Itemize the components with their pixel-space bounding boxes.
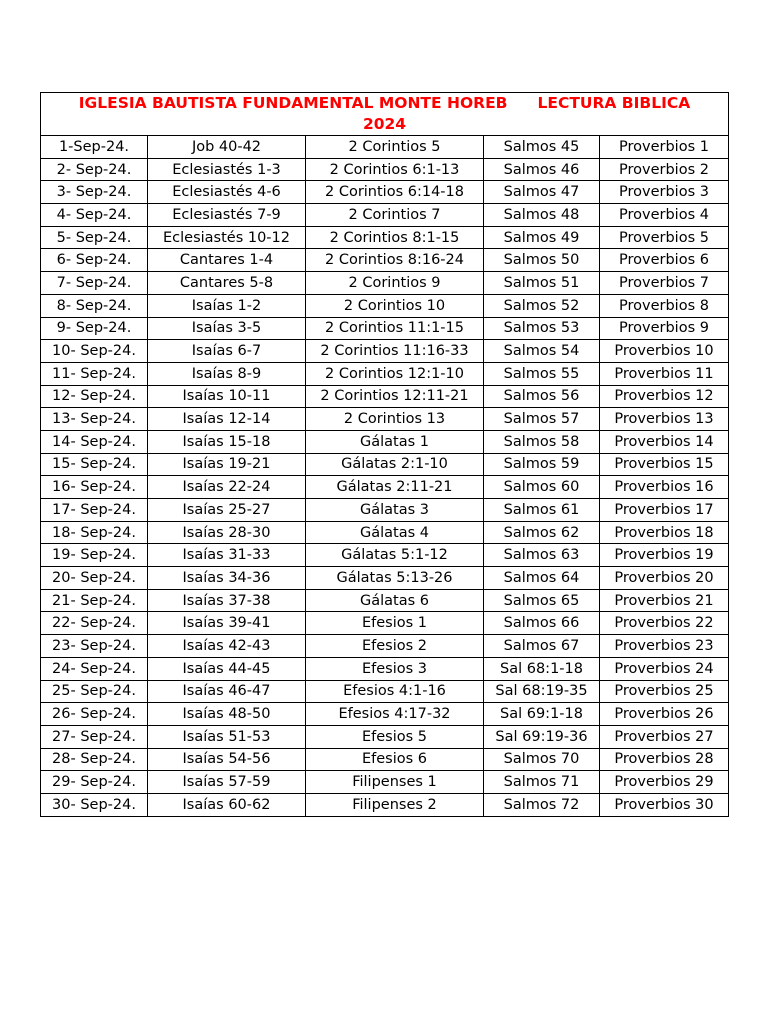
proverbs-cell: Proverbios 16 xyxy=(600,476,729,499)
date-cell: 20- Sep-24. xyxy=(41,567,148,590)
old-testament-cell: Isaías 6-7 xyxy=(148,340,306,363)
old-testament-cell: Isaías 3-5 xyxy=(148,317,306,340)
schedule-year: 2024 xyxy=(362,115,407,133)
reading-schedule-sheet xyxy=(40,92,728,817)
new-testament-cell: Efesios 2 xyxy=(306,635,484,658)
new-testament-cell: 2 Corintios 12:1-10 xyxy=(306,362,484,385)
table-row xyxy=(41,680,729,703)
schedule-body xyxy=(41,93,729,817)
proverbs-cell: Proverbios 18 xyxy=(600,521,729,544)
table-row xyxy=(41,476,729,499)
proverbs-cell: Proverbios 14 xyxy=(600,430,729,453)
table-row xyxy=(41,748,729,771)
proverbs-cell: Proverbios 30 xyxy=(600,793,729,816)
date-cell: 9- Sep-24. xyxy=(41,317,148,340)
psalms-cell: Salmos 57 xyxy=(484,408,600,431)
old-testament-cell: Eclesiastés 10-12 xyxy=(148,226,306,249)
old-testament-cell: Isaías 1-2 xyxy=(148,294,306,317)
new-testament-cell: 2 Corintios 9 xyxy=(306,272,484,295)
psalms-cell: Salmos 60 xyxy=(484,476,600,499)
proverbs-cell: Proverbios 11 xyxy=(600,362,729,385)
old-testament-cell: Isaías 19-21 xyxy=(148,453,306,476)
old-testament-cell: Isaías 48-50 xyxy=(148,703,306,726)
table-row xyxy=(41,226,729,249)
old-testament-cell: Isaías 37-38 xyxy=(148,589,306,612)
psalms-cell: Salmos 46 xyxy=(484,158,600,181)
date-cell: 23- Sep-24. xyxy=(41,635,148,658)
new-testament-cell: 2 Corintios 13 xyxy=(306,408,484,431)
proverbs-cell: Proverbios 27 xyxy=(600,725,729,748)
new-testament-cell: 2 Corintios 11:16-33 xyxy=(306,340,484,363)
date-cell: 13- Sep-24. xyxy=(41,408,148,431)
new-testament-cell: Gálatas 2:1-10 xyxy=(306,453,484,476)
date-cell: 21- Sep-24. xyxy=(41,589,148,612)
old-testament-cell: Isaías 54-56 xyxy=(148,748,306,771)
table-row xyxy=(41,725,729,748)
proverbs-cell: Proverbios 19 xyxy=(600,544,729,567)
proverbs-cell: Proverbios 28 xyxy=(600,748,729,771)
new-testament-cell: Gálatas 6 xyxy=(306,589,484,612)
psalms-cell: Salmos 53 xyxy=(484,317,600,340)
table-row xyxy=(41,544,729,567)
table-row xyxy=(41,793,729,816)
date-cell: 11- Sep-24. xyxy=(41,362,148,385)
table-row xyxy=(41,567,729,590)
psalms-cell: Salmos 61 xyxy=(484,499,600,522)
title-row xyxy=(41,93,729,136)
new-testament-cell: 2 Corintios 8:16-24 xyxy=(306,249,484,272)
old-testament-cell: Isaías 25-27 xyxy=(148,499,306,522)
table-row xyxy=(41,158,729,181)
table-row xyxy=(41,453,729,476)
proverbs-cell: Proverbios 22 xyxy=(600,612,729,635)
new-testament-cell: 2 Corintios 5 xyxy=(306,136,484,159)
table-row xyxy=(41,703,729,726)
table-row xyxy=(41,635,729,658)
proverbs-cell: Proverbios 7 xyxy=(600,272,729,295)
document-title xyxy=(41,93,729,136)
proverbs-cell: Proverbios 21 xyxy=(600,589,729,612)
table-row xyxy=(41,181,729,204)
proverbs-cell: Proverbios 5 xyxy=(600,226,729,249)
table-row xyxy=(41,204,729,227)
old-testament-cell: Isaías 46-47 xyxy=(148,680,306,703)
proverbs-cell: Proverbios 20 xyxy=(600,567,729,590)
psalms-cell: Salmos 70 xyxy=(484,748,600,771)
proverbs-cell: Proverbios 4 xyxy=(600,204,729,227)
new-testament-cell: Gálatas 1 xyxy=(306,430,484,453)
psalms-cell: Salmos 72 xyxy=(484,793,600,816)
proverbs-cell: Proverbios 26 xyxy=(600,703,729,726)
old-testament-cell: Isaías 57-59 xyxy=(148,771,306,794)
psalms-cell: Sal 68:19-35 xyxy=(484,680,600,703)
psalms-cell: Salmos 66 xyxy=(484,612,600,635)
proverbs-cell: Proverbios 25 xyxy=(600,680,729,703)
old-testament-cell: Isaías 34-36 xyxy=(148,567,306,590)
proverbs-cell: Proverbios 6 xyxy=(600,249,729,272)
table-row xyxy=(41,294,729,317)
proverbs-cell: Proverbios 29 xyxy=(600,771,729,794)
date-cell: 30- Sep-24. xyxy=(41,793,148,816)
table-row xyxy=(41,385,729,408)
date-cell: 28- Sep-24. xyxy=(41,748,148,771)
new-testament-cell: 2 Corintios 7 xyxy=(306,204,484,227)
table-row xyxy=(41,408,729,431)
proverbs-cell: Proverbios 10 xyxy=(600,340,729,363)
psalms-cell: Salmos 56 xyxy=(484,385,600,408)
new-testament-cell: Efesios 5 xyxy=(306,725,484,748)
proverbs-cell: Proverbios 24 xyxy=(600,657,729,680)
new-testament-cell: 2 Corintios 11:1-15 xyxy=(306,317,484,340)
reading-schedule-table xyxy=(40,92,729,817)
psalms-cell: Salmos 51 xyxy=(484,272,600,295)
date-cell: 16- Sep-24. xyxy=(41,476,148,499)
table-row xyxy=(41,317,729,340)
old-testament-cell: Isaías 12-14 xyxy=(148,408,306,431)
table-row xyxy=(41,249,729,272)
old-testament-cell: Job 40-42 xyxy=(148,136,306,159)
date-cell: 25- Sep-24. xyxy=(41,680,148,703)
psalms-cell: Salmos 55 xyxy=(484,362,600,385)
date-cell: 17- Sep-24. xyxy=(41,499,148,522)
proverbs-cell: Proverbios 1 xyxy=(600,136,729,159)
proverbs-cell: Proverbios 23 xyxy=(600,635,729,658)
new-testament-cell: Gálatas 4 xyxy=(306,521,484,544)
proverbs-cell: Proverbios 9 xyxy=(600,317,729,340)
date-cell: 12- Sep-24. xyxy=(41,385,148,408)
table-row xyxy=(41,340,729,363)
psalms-cell: Salmos 48 xyxy=(484,204,600,227)
new-testament-cell: 2 Corintios 8:1-15 xyxy=(306,226,484,249)
psalms-cell: Salmos 52 xyxy=(484,294,600,317)
old-testament-cell: Cantares 1-4 xyxy=(148,249,306,272)
psalms-cell: Salmos 50 xyxy=(484,249,600,272)
table-row xyxy=(41,657,729,680)
table-row xyxy=(41,272,729,295)
new-testament-cell: Efesios 4:17-32 xyxy=(306,703,484,726)
date-cell: 5- Sep-24. xyxy=(41,226,148,249)
psalms-cell: Salmos 49 xyxy=(484,226,600,249)
new-testament-cell: 2 Corintios 12:11-21 xyxy=(306,385,484,408)
psalms-cell: Salmos 47 xyxy=(484,181,600,204)
new-testament-cell: 2 Corintios 6:14-18 xyxy=(306,181,484,204)
new-testament-cell: Gálatas 3 xyxy=(306,499,484,522)
old-testament-cell: Eclesiastés 7-9 xyxy=(148,204,306,227)
new-testament-cell: Gálatas 5:13-26 xyxy=(306,567,484,590)
new-testament-cell: Gálatas 2:11-21 xyxy=(306,476,484,499)
new-testament-cell: Efesios 4:1-16 xyxy=(306,680,484,703)
date-cell: 29- Sep-24. xyxy=(41,771,148,794)
proverbs-cell: Proverbios 17 xyxy=(600,499,729,522)
psalms-cell: Salmos 59 xyxy=(484,453,600,476)
old-testament-cell: Isaías 51-53 xyxy=(148,725,306,748)
date-cell: 27- Sep-24. xyxy=(41,725,148,748)
new-testament-cell: Efesios 1 xyxy=(306,612,484,635)
old-testament-cell: Isaías 44-45 xyxy=(148,657,306,680)
table-row xyxy=(41,362,729,385)
date-cell: 10- Sep-24. xyxy=(41,340,148,363)
new-testament-cell: Gálatas 5:1-12 xyxy=(306,544,484,567)
proverbs-cell: Proverbios 8 xyxy=(600,294,729,317)
old-testament-cell: Isaías 39-41 xyxy=(148,612,306,635)
table-row xyxy=(41,136,729,159)
reading-subtitle: LECTURA BIBLICA xyxy=(537,94,691,112)
psalms-cell: Sal 68:1-18 xyxy=(484,657,600,680)
date-cell: 8- Sep-24. xyxy=(41,294,148,317)
old-testament-cell: Eclesiastés 1-3 xyxy=(148,158,306,181)
church-name: IGLESIA BAUTISTA FUNDAMENTAL MONTE HOREB xyxy=(78,94,508,112)
new-testament-cell: Filipenses 2 xyxy=(306,793,484,816)
new-testament-cell: Efesios 6 xyxy=(306,748,484,771)
table-row xyxy=(41,430,729,453)
date-cell: 19- Sep-24. xyxy=(41,544,148,567)
date-cell: 7- Sep-24. xyxy=(41,272,148,295)
table-row xyxy=(41,612,729,635)
new-testament-cell: Efesios 3 xyxy=(306,657,484,680)
old-testament-cell: Isaías 28-30 xyxy=(148,521,306,544)
old-testament-cell: Cantares 5-8 xyxy=(148,272,306,295)
proverbs-cell: Proverbios 2 xyxy=(600,158,729,181)
psalms-cell: Salmos 45 xyxy=(484,136,600,159)
old-testament-cell: Isaías 31-33 xyxy=(148,544,306,567)
new-testament-cell: Filipenses 1 xyxy=(306,771,484,794)
psalms-cell: Salmos 67 xyxy=(484,635,600,658)
psalms-cell: Sal 69:1-18 xyxy=(484,703,600,726)
date-cell: 24- Sep-24. xyxy=(41,657,148,680)
psalms-cell: Salmos 64 xyxy=(484,567,600,590)
date-cell: 4- Sep-24. xyxy=(41,204,148,227)
psalms-cell: Salmos 63 xyxy=(484,544,600,567)
table-row xyxy=(41,521,729,544)
table-row xyxy=(41,499,729,522)
psalms-cell: Salmos 58 xyxy=(484,430,600,453)
date-cell: 1-Sep-24. xyxy=(41,136,148,159)
old-testament-cell: Isaías 8-9 xyxy=(148,362,306,385)
date-cell: 18- Sep-24. xyxy=(41,521,148,544)
psalms-cell: Salmos 71 xyxy=(484,771,600,794)
psalms-cell: Sal 69:19-36 xyxy=(484,725,600,748)
date-cell: 26- Sep-24. xyxy=(41,703,148,726)
date-cell: 6- Sep-24. xyxy=(41,249,148,272)
old-testament-cell: Isaías 10-11 xyxy=(148,385,306,408)
table-row xyxy=(41,771,729,794)
psalms-cell: Salmos 65 xyxy=(484,589,600,612)
psalms-cell: Salmos 54 xyxy=(484,340,600,363)
date-cell: 3- Sep-24. xyxy=(41,181,148,204)
proverbs-cell: Proverbios 3 xyxy=(600,181,729,204)
old-testament-cell: Eclesiastés 4-6 xyxy=(148,181,306,204)
new-testament-cell: 2 Corintios 6:1-13 xyxy=(306,158,484,181)
date-cell: 2- Sep-24. xyxy=(41,158,148,181)
date-cell: 15- Sep-24. xyxy=(41,453,148,476)
date-cell: 14- Sep-24. xyxy=(41,430,148,453)
old-testament-cell: Isaías 22-24 xyxy=(148,476,306,499)
old-testament-cell: Isaías 15-18 xyxy=(148,430,306,453)
date-cell: 22- Sep-24. xyxy=(41,612,148,635)
new-testament-cell: 2 Corintios 10 xyxy=(306,294,484,317)
old-testament-cell: Isaías 42-43 xyxy=(148,635,306,658)
proverbs-cell: Proverbios 13 xyxy=(600,408,729,431)
proverbs-cell: Proverbios 15 xyxy=(600,453,729,476)
psalms-cell: Salmos 62 xyxy=(484,521,600,544)
table-row xyxy=(41,589,729,612)
proverbs-cell: Proverbios 12 xyxy=(600,385,729,408)
old-testament-cell: Isaías 60-62 xyxy=(148,793,306,816)
